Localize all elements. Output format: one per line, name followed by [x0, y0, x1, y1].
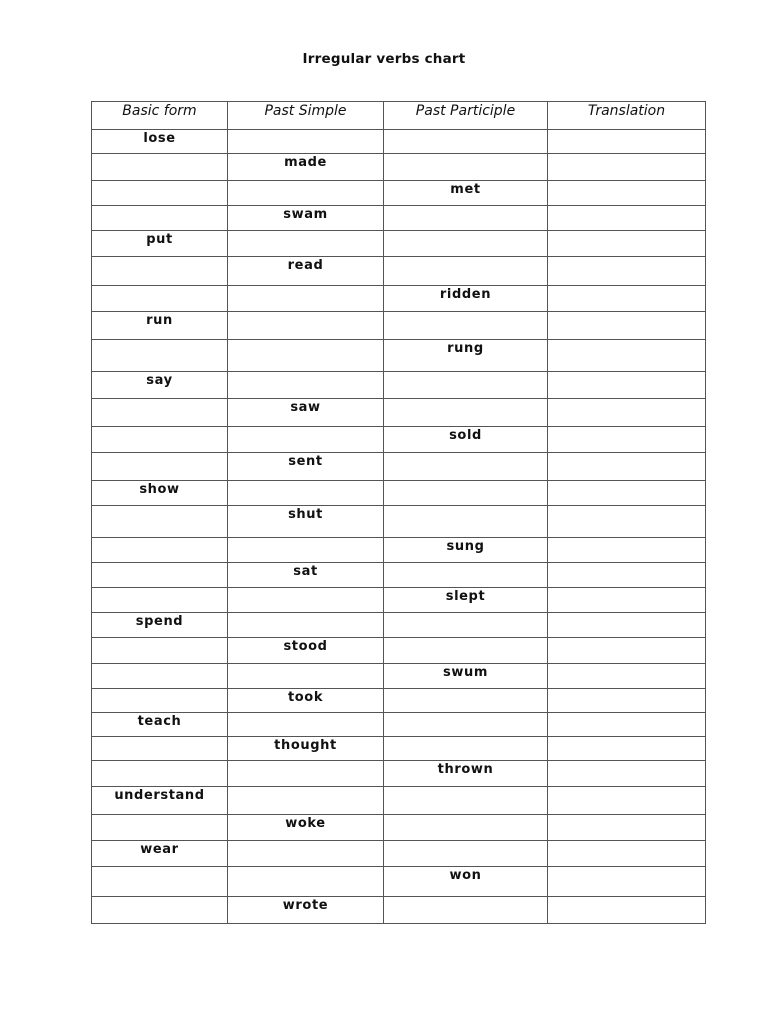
table-row — [92, 506, 706, 538]
basic-form-cell: lose — [92, 130, 228, 154]
column-header-past-simple: Past Simple — [228, 102, 384, 130]
basic-form-cell — [92, 427, 228, 453]
translation-cell — [548, 372, 706, 399]
basic-form-cell: spend — [92, 613, 228, 638]
past-simple-cell: took — [228, 689, 384, 713]
past-simple-cell — [228, 588, 384, 613]
past-participle-cell — [384, 372, 548, 399]
past-simple-cell — [228, 130, 384, 154]
basic-form-cell: put — [92, 231, 228, 257]
basic-form-cell — [92, 257, 228, 286]
translation-cell — [548, 399, 706, 427]
past-participle-cell — [384, 815, 548, 841]
verbs-table-body — [92, 130, 706, 924]
column-header-basic-form: Basic form — [92, 102, 228, 130]
translation-cell — [548, 761, 706, 787]
basic-form-cell: show — [92, 481, 228, 506]
translation-cell — [548, 841, 706, 867]
past-simple-cell — [228, 613, 384, 638]
basic-form-cell — [92, 664, 228, 689]
past-simple-cell — [228, 181, 384, 206]
table-row — [92, 613, 706, 638]
past-simple-cell: stood — [228, 638, 384, 664]
table-row — [92, 181, 706, 206]
basic-form-cell — [92, 897, 228, 924]
past-participle-cell: met — [384, 181, 548, 206]
past-participle-cell — [384, 897, 548, 924]
column-header-translation: Translation — [548, 102, 706, 130]
table-row — [92, 399, 706, 427]
table-row — [92, 154, 706, 181]
past-simple-cell: read — [228, 257, 384, 286]
past-simple-cell — [228, 372, 384, 399]
table-row — [92, 453, 706, 481]
past-participle-cell: won — [384, 867, 548, 897]
translation-cell — [548, 154, 706, 181]
translation-cell — [548, 737, 706, 761]
table-row — [92, 563, 706, 588]
table-row — [92, 206, 706, 231]
translation-cell — [548, 638, 706, 664]
table-row — [92, 588, 706, 613]
past-participle-cell — [384, 206, 548, 231]
basic-form-cell — [92, 815, 228, 841]
past-participle-cell — [384, 638, 548, 664]
past-simple-cell — [228, 286, 384, 312]
translation-cell — [548, 815, 706, 841]
translation-cell — [548, 257, 706, 286]
basic-form-cell: run — [92, 312, 228, 340]
past-simple-cell — [228, 841, 384, 867]
basic-form-cell: teach — [92, 713, 228, 737]
translation-cell — [548, 427, 706, 453]
basic-form-cell — [92, 181, 228, 206]
table-row — [92, 427, 706, 453]
translation-cell — [548, 897, 706, 924]
table-row — [92, 538, 706, 563]
translation-cell — [548, 506, 706, 538]
past-participle-cell: sung — [384, 538, 548, 563]
past-simple-cell: thought — [228, 737, 384, 761]
basic-form-cell — [92, 399, 228, 427]
past-participle-cell: ridden — [384, 286, 548, 312]
table-row — [92, 638, 706, 664]
past-participle-cell — [384, 257, 548, 286]
past-simple-cell: wrote — [228, 897, 384, 924]
table-row — [92, 689, 706, 713]
table-row — [92, 372, 706, 399]
table-row — [92, 737, 706, 761]
table-row — [92, 897, 706, 924]
table-row — [92, 761, 706, 787]
basic-form-cell — [92, 737, 228, 761]
past-simple-cell — [228, 664, 384, 689]
table-header-row — [92, 102, 706, 130]
translation-cell — [548, 613, 706, 638]
table-row — [92, 841, 706, 867]
past-participle-cell — [384, 613, 548, 638]
table-row — [92, 312, 706, 340]
table-row — [92, 231, 706, 257]
translation-cell — [548, 867, 706, 897]
past-participle-cell — [384, 130, 548, 154]
table-row — [92, 286, 706, 312]
translation-cell — [548, 231, 706, 257]
past-participle-cell — [384, 787, 548, 815]
translation-cell — [548, 538, 706, 563]
past-simple-cell — [228, 340, 384, 372]
past-simple-cell — [228, 538, 384, 563]
translation-cell — [548, 312, 706, 340]
translation-cell — [548, 181, 706, 206]
past-simple-cell: swam — [228, 206, 384, 231]
page-title: Irregular verbs chart — [302, 51, 466, 67]
basic-form-cell: wear — [92, 841, 228, 867]
past-simple-cell — [228, 481, 384, 506]
past-participle-cell — [384, 713, 548, 737]
past-simple-cell: sat — [228, 563, 384, 588]
basic-form-cell — [92, 453, 228, 481]
column-header-past-participle: Past Participle — [384, 102, 548, 130]
translation-cell — [548, 787, 706, 815]
past-participle-cell — [384, 506, 548, 538]
past-simple-cell — [228, 427, 384, 453]
translation-cell — [548, 689, 706, 713]
table-row — [92, 787, 706, 815]
basic-form-cell — [92, 588, 228, 613]
table-row — [92, 664, 706, 689]
past-simple-cell: woke — [228, 815, 384, 841]
table-row — [92, 340, 706, 372]
basic-form-cell — [92, 638, 228, 664]
past-participle-cell — [384, 231, 548, 257]
translation-cell — [548, 453, 706, 481]
past-participle-cell — [384, 841, 548, 867]
translation-cell — [548, 588, 706, 613]
table-row — [92, 867, 706, 897]
past-simple-cell — [228, 231, 384, 257]
table-row — [92, 713, 706, 737]
basic-form-cell — [92, 286, 228, 312]
past-participle-cell: swum — [384, 664, 548, 689]
basic-form-cell: understand — [92, 787, 228, 815]
past-participle-cell — [384, 399, 548, 427]
past-simple-cell — [228, 312, 384, 340]
past-participle-cell: sold — [384, 427, 548, 453]
basic-form-cell — [92, 563, 228, 588]
basic-form-cell — [92, 867, 228, 897]
basic-form-cell — [92, 206, 228, 231]
table-row — [92, 130, 706, 154]
past-participle-cell — [384, 154, 548, 181]
past-simple-cell: saw — [228, 399, 384, 427]
translation-cell — [548, 286, 706, 312]
past-simple-cell — [228, 713, 384, 737]
past-participle-cell — [384, 453, 548, 481]
table-row — [92, 481, 706, 506]
past-participle-cell — [384, 737, 548, 761]
past-participle-cell — [384, 312, 548, 340]
basic-form-cell — [92, 761, 228, 787]
past-participle-cell — [384, 481, 548, 506]
past-simple-cell: made — [228, 154, 384, 181]
table-row — [92, 815, 706, 841]
translation-cell — [548, 713, 706, 737]
verbs-table — [91, 101, 706, 924]
past-participle-cell: slept — [384, 588, 548, 613]
past-participle-cell: rung — [384, 340, 548, 372]
translation-cell — [548, 340, 706, 372]
table-row — [92, 257, 706, 286]
past-simple-cell: sent — [228, 453, 384, 481]
past-participle-cell — [384, 563, 548, 588]
past-simple-cell — [228, 787, 384, 815]
basic-form-cell: say — [92, 372, 228, 399]
translation-cell — [548, 563, 706, 588]
basic-form-cell — [92, 340, 228, 372]
basic-form-cell — [92, 154, 228, 181]
past-participle-cell — [384, 689, 548, 713]
past-simple-cell — [228, 867, 384, 897]
basic-form-cell — [92, 689, 228, 713]
translation-cell — [548, 130, 706, 154]
basic-form-cell — [92, 538, 228, 563]
translation-cell — [548, 664, 706, 689]
translation-cell — [548, 206, 706, 231]
past-simple-cell — [228, 761, 384, 787]
translation-cell — [548, 481, 706, 506]
basic-form-cell — [92, 506, 228, 538]
past-participle-cell: thrown — [384, 761, 548, 787]
past-simple-cell: shut — [228, 506, 384, 538]
